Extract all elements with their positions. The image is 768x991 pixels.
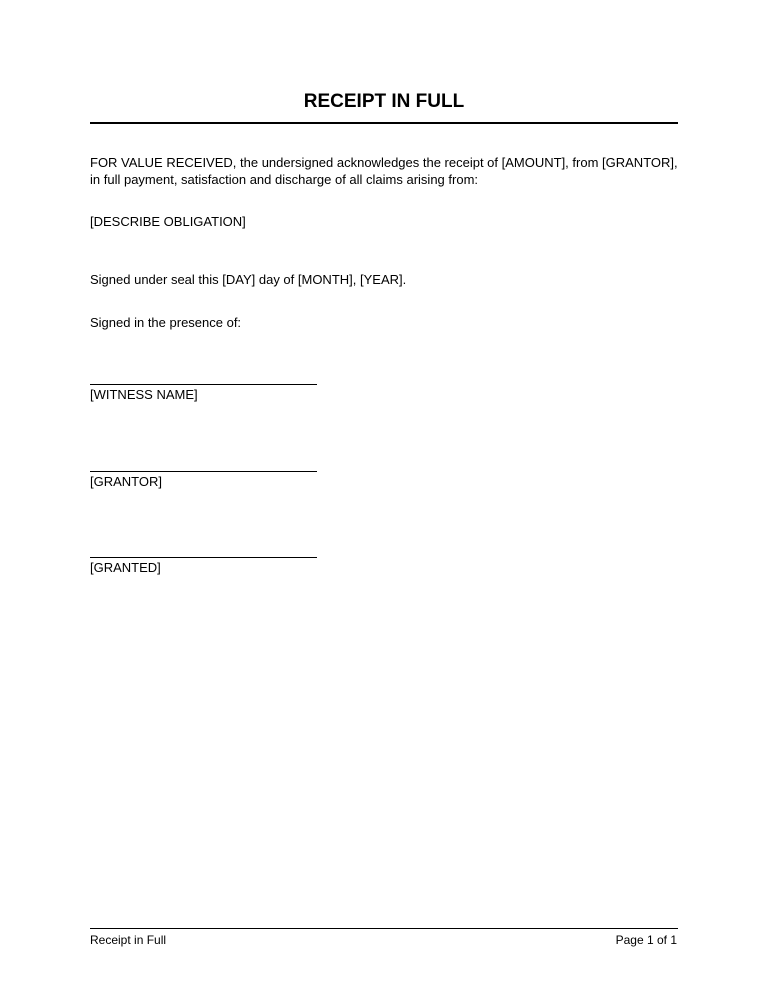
presence-paragraph: Signed in the presence of: <box>90 315 242 330</box>
granted-signature-line <box>90 557 317 558</box>
granted-label: [GRANTED] <box>90 560 161 575</box>
signed-under-seal-paragraph: Signed under seal this [DAY] day of [MONTH], [YEAR]. <box>90 272 407 287</box>
title-underline <box>90 122 678 124</box>
grantor-label: [GRANTOR] <box>90 474 162 489</box>
acknowledgement-paragraph: FOR VALUE RECEIVED, the undersigned acknowledges the receipt of [AMOUNT], from [GRANTOR], in full payment, satisfaction and discharge of all claims arising from: <box>90 155 678 187</box>
document-title: RECEIPT IN FULL <box>303 91 465 112</box>
witness-signature-line <box>90 384 317 385</box>
grantor-signature-line <box>90 471 317 472</box>
footer-rule <box>90 928 678 929</box>
footer-document-name: Receipt in Full <box>90 933 167 947</box>
footer-page-number: Page 1 of 1 <box>615 933 677 947</box>
obligation-paragraph: [DESCRIBE OBLIGATION] <box>90 214 246 229</box>
witness-name-label: [WITNESS NAME] <box>90 387 198 402</box>
